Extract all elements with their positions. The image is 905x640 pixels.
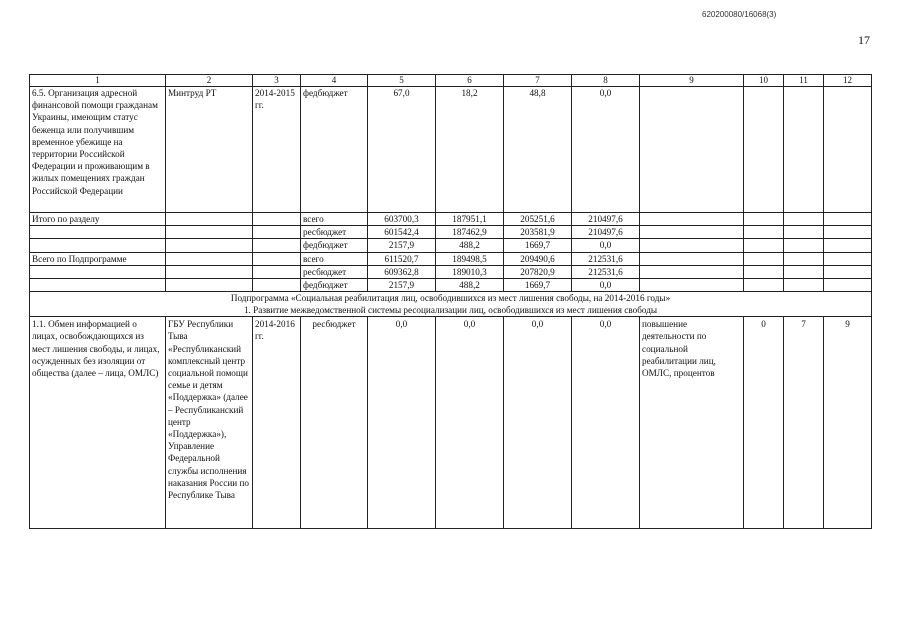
indicator-2014 <box>744 87 784 213</box>
column-number-header-row <box>30 75 872 87</box>
value-2016: 0,0 <box>572 239 640 252</box>
period: 2014-2015 гг. <box>253 87 301 213</box>
value-2014: 187951,1 <box>436 213 504 226</box>
value-2015: 205251,6 <box>504 213 572 226</box>
program-total-label: Всего по Подпрограмме <box>30 252 166 265</box>
section-total-row <box>30 213 872 226</box>
column-header: 11 <box>784 75 824 87</box>
value-2015: 1669,7 <box>504 279 572 292</box>
result-indicator <box>640 87 744 213</box>
program-total-row <box>30 279 872 292</box>
program-table <box>29 74 872 529</box>
subprogram-section-title: 1. Развитие межведомственной системы ресоциализации лиц, освободившихся из мест лишения свободы <box>243 305 658 316</box>
value-2014: 187462,9 <box>436 226 504 239</box>
column-header: 4 <box>301 75 368 87</box>
value-2014: 189010,3 <box>436 265 504 278</box>
column-header: 2 <box>166 75 253 87</box>
value-total: 611520,7 <box>368 252 436 265</box>
funding-source: всего <box>301 213 368 226</box>
column-header: 9 <box>640 75 744 87</box>
table-row-1-1 <box>30 317 872 529</box>
funding-source: всего <box>301 252 368 265</box>
indicator-2016 <box>824 87 872 213</box>
column-header: 10 <box>744 75 784 87</box>
value-2015: 203581,9 <box>504 226 572 239</box>
column-header: 12 <box>824 75 872 87</box>
program-total-row <box>30 265 872 278</box>
section-total-label: Итого по разделу <box>30 213 166 226</box>
page-number: 17 <box>858 33 870 47</box>
period: 2014-2016 гг. <box>253 317 301 529</box>
value-2016: 0,0 <box>572 87 640 213</box>
indicator-2016: 9 <box>824 317 872 529</box>
column-header: 3 <box>253 75 301 87</box>
value-total: 609362,8 <box>368 265 436 278</box>
result-indicator: повышение деятельности по социальной реабилитации лиц, ОМЛС, процентов <box>640 317 744 529</box>
value-2015: 48,8 <box>504 87 572 213</box>
value-total: 2157,9 <box>368 239 436 252</box>
value-2016: 210497,6 <box>572 226 640 239</box>
value-2016: 212531,6 <box>572 252 640 265</box>
column-header: 8 <box>572 75 640 87</box>
executor: ГБУ Республики Тыва «Республиканский комплексный центр социальной помощи семье и детям «Поддержка» (далее – Республиканский центр «Поддержка»), Управление Федеральной службы исполнения наказания России по Республике Тыва <box>166 317 253 529</box>
value-2016: 210497,6 <box>572 213 640 226</box>
value-2014: 189498,5 <box>436 252 504 265</box>
value-2014: 488,2 <box>436 279 504 292</box>
value-2016: 212531,6 <box>572 265 640 278</box>
document-id: 620200080/16068(3) <box>702 10 777 19</box>
section-total-row <box>30 226 872 239</box>
indicator-2014: 0 <box>744 317 784 529</box>
column-header: 6 <box>436 75 504 87</box>
measure-name: 6.5. Организация адресной финансовой помощи гражданам Украины, имеющим статус беженца или получившим временное убежище на территории Российской Федерации и проживающим в жилых помещениях граждан Российской Федерации <box>30 87 166 213</box>
column-header: 5 <box>368 75 436 87</box>
value-total: 603700,3 <box>368 213 436 226</box>
value-2016: 0,0 <box>572 317 640 529</box>
value-2016: 0,0 <box>572 279 640 292</box>
indicator-2015 <box>784 87 824 213</box>
funding-source: федбюджет <box>301 279 368 292</box>
subprogram-banner-row <box>30 292 872 317</box>
value-total: 67,0 <box>368 87 436 213</box>
funding-source: ресбюджет <box>301 265 368 278</box>
table-row-6-5 <box>30 87 872 213</box>
funding-source: федбюджет <box>301 87 368 213</box>
executor: Минтруд РТ <box>166 87 253 213</box>
value-2014: 488,2 <box>436 239 504 252</box>
column-header: 7 <box>504 75 572 87</box>
measure-name: 1.1. Обмен информацией о лицах, освобождающихся из мест лишения свободы, и лицах, осужденных без изоляции от общества (далее – лица, ОМЛС) <box>30 317 166 529</box>
funding-source: ресбюджет <box>301 226 368 239</box>
subprogram-banner <box>30 292 872 317</box>
value-2014: 18,2 <box>436 87 504 213</box>
column-header: 1 <box>30 75 166 87</box>
indicator-2015: 7 <box>784 317 824 529</box>
value-2014: 0,0 <box>436 317 504 529</box>
value-total: 0,0 <box>368 317 436 529</box>
program-total-row <box>30 252 872 265</box>
section-total-row <box>30 239 872 252</box>
value-2015: 0,0 <box>504 317 572 529</box>
value-2015: 207820,9 <box>504 265 572 278</box>
subprogram-title: Подпрограмма «Социальная реабилитация лиц, освободившихся из мест лишения свободы, на 2014-2016 годы» <box>230 293 671 304</box>
funding-source: федбюджет <box>301 239 368 252</box>
funding-source: ресбюджет <box>301 317 368 529</box>
value-total: 2157,9 <box>368 279 436 292</box>
value-2015: 209490,6 <box>504 252 572 265</box>
value-total: 601542,4 <box>368 226 436 239</box>
value-2015: 1669,7 <box>504 239 572 252</box>
